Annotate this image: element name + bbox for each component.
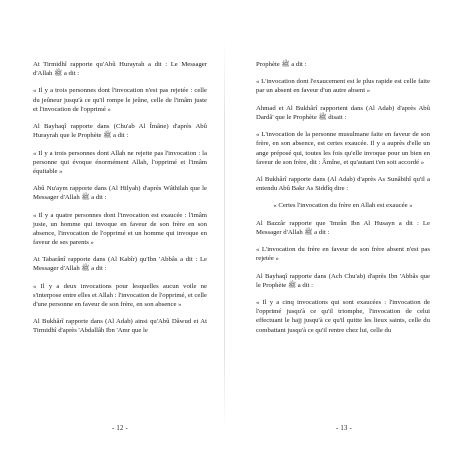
paragraph: « L'invocation de la personne musulmane faite en faveur de son frère, en son absence, est certes exaucée. Il y a auprès d'elle un ange préposé qui, toutes les fois qu'elle invoque pour un bien en faveur de son frère, dit : Âmîne, et qu'autant t'en soit accordé » <box>256 131 430 166</box>
paragraph: « Il y a trois personnes dont Allah ne rejette pas l'invocation : la personne qui évoque énormément Allah, l'opprimé et l'imâm équitable » <box>33 149 207 175</box>
paragraph: « Il y a trois personnes dont l'invocation n'est pas rejetée : celle du jeûneur jusqu'à ce qu'il rompe le jeûne, celle de l'imâm juste et l'invocation de l'opprimé » <box>33 87 207 113</box>
paragraph: Al Bayhaqî rapporte dans (Ach Chu'ab) d'après Ibn 'Abbâs que le Prophète ﷺ a dit : <box>256 272 430 289</box>
paragraph: Al Bukhârî rapporte dans (Al Adab) d'après As Sunâbihî qu'il a entendu Abû Bakr As Siddîq dire : <box>256 175 430 193</box>
left-page <box>33 60 207 400</box>
paragraph: « Il y a quatre personnes dont l'invocation est exaucée : l'imâm juste, un homme qui invoque en faveur de son frère en son absence, l'invocation de l'opprimé et un homme qui invoque en faveur de ses parents » <box>33 211 207 246</box>
page-number: - 12 - <box>112 425 128 432</box>
paragraph: « Certes l'invocation du frère en Allah est exaucée » <box>273 202 413 210</box>
paragraph: Abû Nu'aym rapporte dans (Al Hilyah) d'après Wâthilah que le Messager d'Allah ﷺ a dit : <box>33 185 207 202</box>
paragraph: At Tirmidhî rapporte qu'Abû Hurayrah a dit : Le Messager d'Allah ﷺ a dit : <box>33 61 207 78</box>
paragraph: « Il y a deux invocations pour lesquelles aucun voile ne s'interpose entre elles et Allah : l'invocation de l'opprimé, et celle d'une personne en faveur de son frère, en son absence » <box>33 282 207 308</box>
page-number: - 13 - <box>336 425 352 432</box>
paragraph: « L'invocation dont l'exaucement est le plus rapide est celle faite par un absent en faveur d'un autre absent » <box>256 78 430 95</box>
paragraph: « L'invocation du frère en faveur de son frère absent n'est pas rejetée » <box>256 246 430 263</box>
right-page <box>256 60 430 400</box>
paragraph: « Il y a cinq invocations qui sont exaucées : l'invocation de l'opprimé jusqu'à ce qu'il triomphe, l'invocation de celui effectuant le hajj jusqu'à ce qu'il quitte les lieux saints, celle du combattant jusqu'à ce qu'il rentre chez lui, celle du <box>256 299 430 334</box>
paragraph: Prophète ﷺ a dit : <box>256 61 307 68</box>
paragraph: Al Bayhaqî rapporte dans (Chu'ab Al Îmâne) d'après Abû Hurayrah que le Prophète ﷺ a dit : <box>33 123 207 140</box>
paragraph: Ahmad et Al Bukhârî rapportent dans (Al Adab) d'après Abû Dardâ' que le Prophète ﷺ disait : <box>256 104 430 121</box>
paragraph: Al Bazzâr rapporte que 'Imrân Ibn Al Husayn a dit : Le Messager d'Allah ﷺ a dit : <box>256 219 430 236</box>
paragraph: At Tabarânî rapporte dans (Al Kabîr) qu'Ibn 'Abbâs a dit : Le Messager d'Allah ﷺ a dit : <box>33 256 207 273</box>
paragraph: Al Bukhârî rapporte dans (Al Adab) ainsi qu'Abû Dâwud et At Tirmidhî d'après 'Abdallâh Ibn 'Amr que le <box>33 318 207 335</box>
page-gutter <box>224 40 225 430</box>
